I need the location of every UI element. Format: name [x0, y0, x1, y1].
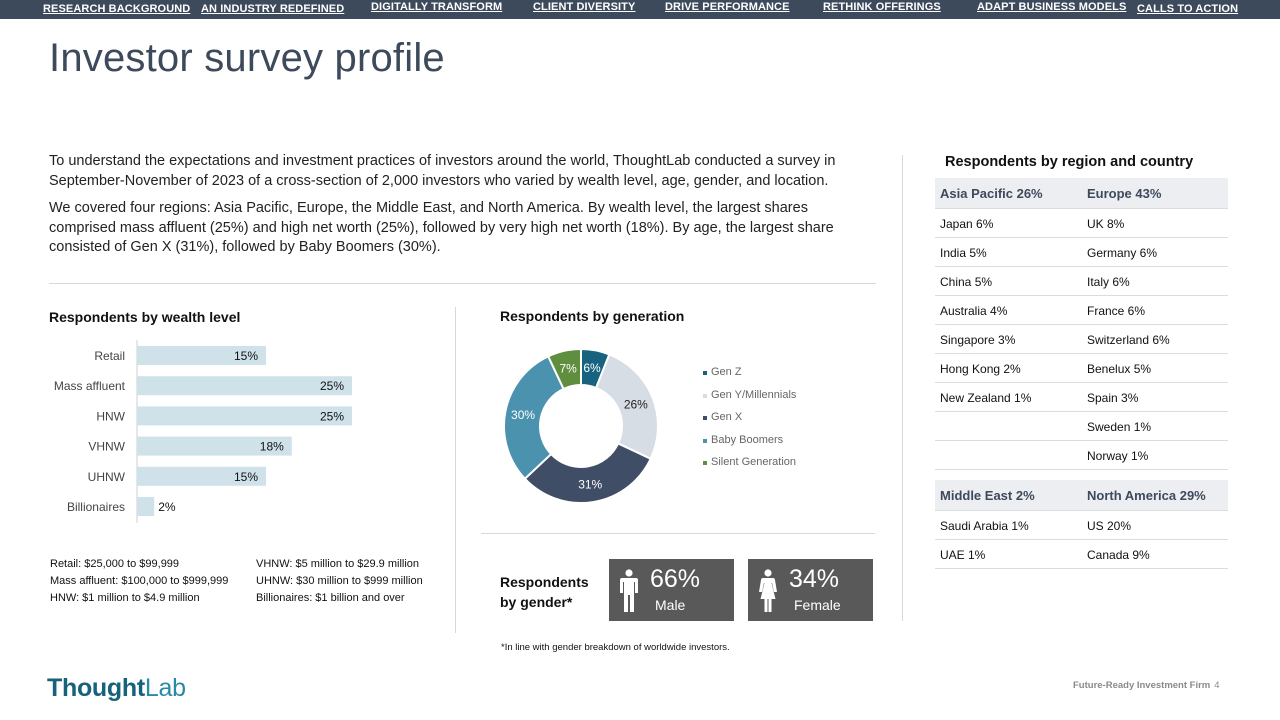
- legend-item-gen-y-millennials: [703, 389, 796, 412]
- nav-an-industry-redefined[interactable]: AN INDUSTRY REDEFINED: [201, 3, 345, 15]
- regions-title: Respondents by region and country: [945, 154, 1194, 170]
- thoughtlab-logo[interactable]: [47, 674, 186, 703]
- country-cell: Sweden 1%: [1087, 420, 1152, 434]
- donut-value-label: 7%: [559, 361, 577, 376]
- country-cell: Benelux 5%: [1087, 362, 1152, 376]
- legend-swatch: [703, 461, 707, 465]
- legend-swatch: [703, 439, 707, 443]
- nav-digitally-transform[interactable]: DIGITALLY TRANSFORM: [371, 1, 503, 13]
- regions-gap: [935, 470, 1228, 480]
- legend-item-gen-z: [703, 366, 796, 389]
- donut-value-label: 6%: [583, 361, 601, 376]
- male-icon: [619, 569, 639, 613]
- country-cell: UAE 1%: [940, 548, 986, 562]
- definition-billionaires: Billionaires: $1 billion and over: [256, 592, 405, 604]
- female-percent: 34%: [789, 565, 840, 593]
- country-cell: Japan 6%: [940, 217, 994, 231]
- wealth-category-label: HNW: [96, 409, 125, 424]
- wealth-bar-billionaires: [137, 497, 154, 516]
- legend-swatch: [703, 394, 707, 398]
- region-header-row: [935, 178, 1228, 209]
- region-header-asia-pacific-26: Asia Pacific 26%: [940, 186, 1043, 201]
- definition-uhnw: UHNW: $30 million to $999 million: [256, 575, 423, 587]
- male-percent: 66%: [650, 565, 701, 593]
- wealth-value-label: 25%: [319, 379, 344, 394]
- country-cell: Australia 4%: [940, 304, 1008, 318]
- footer: [1073, 680, 1220, 691]
- region-header-row: [935, 480, 1228, 511]
- top-nav: [0, 0, 1280, 19]
- country-cell: China 5%: [940, 275, 993, 289]
- wealth-value-label: 2%: [158, 500, 176, 514]
- content-regions-divider: [902, 155, 903, 621]
- nav-client-diversity[interactable]: CLIENT DIVERSITY: [533, 1, 636, 13]
- logo-part-2: Lab: [144, 674, 186, 702]
- region-row: [935, 296, 1228, 325]
- female-label: Female: [794, 597, 841, 613]
- country-cell: New Zealand 1%: [940, 391, 1032, 405]
- regions-table: [935, 178, 1228, 569]
- wealth-definitions-left: [50, 556, 228, 607]
- region-row: [935, 412, 1228, 441]
- wealth-chart-title: Respondents by wealth level: [49, 309, 241, 325]
- country-cell: Switzerland 6%: [1087, 333, 1170, 347]
- country-cell: Norway 1%: [1087, 449, 1149, 463]
- gender-title-line-2: by gender*: [500, 594, 573, 610]
- wealth-category-label: Retail: [94, 349, 125, 363]
- wealth-generation-divider: [455, 307, 456, 633]
- legend-item-baby-boomers: [703, 434, 796, 457]
- country-cell: Spain 3%: [1087, 391, 1139, 405]
- country-cell: Saudi Arabia 1%: [940, 519, 1029, 533]
- region-row: [935, 209, 1228, 238]
- wealth-bar-chart: [40, 338, 380, 528]
- gender-title: [500, 572, 589, 612]
- legend-label: Silent Generation: [711, 456, 796, 468]
- nav-drive-performance[interactable]: DRIVE PERFORMANCE: [665, 1, 790, 13]
- nav-rethink-offerings[interactable]: RETHINK OFFERINGS: [823, 1, 941, 13]
- country-cell: Germany 6%: [1087, 246, 1158, 260]
- nav-adapt-business-models[interactable]: ADAPT BUSINESS MODELS: [977, 1, 1127, 13]
- country-cell: Singapore 3%: [940, 333, 1016, 347]
- donut-value-label: 31%: [578, 477, 603, 492]
- region-header-middle-east-2: Middle East 2%: [940, 488, 1035, 503]
- country-cell: Canada 9%: [1087, 548, 1150, 562]
- legend-item-silent-generation: [703, 456, 796, 479]
- footer-text: Future-Ready Investment Firm: [1073, 680, 1211, 691]
- legend-item-gen-x: [703, 411, 796, 434]
- wealth-category-label: Mass affluent: [53, 379, 125, 394]
- region-row: [935, 383, 1228, 412]
- definition-mass-affluent: Mass affluent: $100,000 to $999,999: [50, 575, 229, 587]
- generation-gender-divider: [481, 533, 875, 534]
- definition-hnw: HNW: $1 million to $4.9 million: [50, 592, 200, 604]
- country-cell: Hong Kong 2%: [940, 362, 1021, 376]
- female-icon: [758, 569, 778, 613]
- legend-label: Gen Y/Millennials: [711, 388, 797, 401]
- region-row: [935, 238, 1228, 267]
- wealth-category-label: UHNW: [87, 469, 125, 484]
- legend-label: Gen Z: [711, 366, 742, 378]
- region-row: [935, 325, 1228, 354]
- region-row: [935, 354, 1228, 383]
- male-box: [609, 559, 734, 621]
- country-cell: France 6%: [1087, 304, 1146, 318]
- legend-label: Baby Boomers: [711, 433, 784, 446]
- donut-value-label: 30%: [511, 407, 536, 422]
- region-row: [935, 540, 1228, 569]
- intro-paragraph-1: To understand the expectations and investment practices of investors around the world, ThoughtLab conducted a survey in September-November of 2023 of a cross-section of 2,000 investors who varied by wealth level, age, gender, and location.: [49, 153, 836, 189]
- gender-title-line-1: Respondents: [500, 574, 589, 590]
- country-cell: Italy 6%: [1087, 275, 1130, 289]
- definition-retail: Retail: $25,000 to $99,999: [50, 558, 180, 570]
- wealth-value-label: 15%: [233, 349, 258, 363]
- region-row: [935, 511, 1228, 540]
- country-cell: US 20%: [1087, 519, 1132, 533]
- region-row: [935, 267, 1228, 296]
- wealth-value-label: 18%: [259, 439, 284, 454]
- logo-part-1: Thought: [47, 674, 145, 702]
- nav-calls-to-action[interactable]: CALLS TO ACTION: [1137, 3, 1239, 15]
- intro-divider: [49, 283, 876, 284]
- female-box: [748, 559, 873, 621]
- wealth-definitions-right: [256, 556, 423, 607]
- region-header-north-america-29: North America 29%: [1087, 488, 1206, 503]
- page-title: Investor survey profile: [49, 36, 445, 80]
- intro-paragraph-2: We covered four regions: Asia Pacific, Europe, the Middle East, and North America. By wealth level, the largest shares comprised mass affluent (25%) and high net worth (25%), followed by very high net worth (18%). By age, the largest share consisted of Gen X (31%), followed by Baby Boomers (30%).: [49, 200, 834, 255]
- definition-vhnw: VHNW: $5 million to $29.9 million: [256, 558, 420, 570]
- legend-label: Gen X: [711, 411, 743, 423]
- legend-swatch: [703, 371, 707, 375]
- gender-footnote: *In line with gender breakdown of worldwide investors.: [501, 642, 730, 653]
- generation-chart-title: Respondents by generation: [500, 308, 685, 324]
- donut-value-label: 26%: [623, 397, 648, 412]
- country-cell: UK 8%: [1087, 217, 1125, 231]
- nav-research-background[interactable]: RESEARCH BACKGROUND: [43, 3, 191, 15]
- page-number: 4: [1214, 680, 1220, 691]
- wealth-value-label: 15%: [233, 469, 258, 484]
- generation-donut-chart: [495, 340, 667, 512]
- legend-swatch: [703, 416, 707, 420]
- wealth-value-label: 25%: [319, 409, 344, 424]
- region-row: [935, 441, 1228, 470]
- wealth-category-label: VHNW: [88, 439, 125, 454]
- country-cell: India 5%: [940, 246, 987, 260]
- region-header-europe-43: Europe 43%: [1087, 186, 1162, 201]
- generation-legend: [703, 366, 796, 479]
- male-label: Male: [655, 597, 686, 613]
- wealth-category-label: Billionaires: [66, 500, 125, 514]
